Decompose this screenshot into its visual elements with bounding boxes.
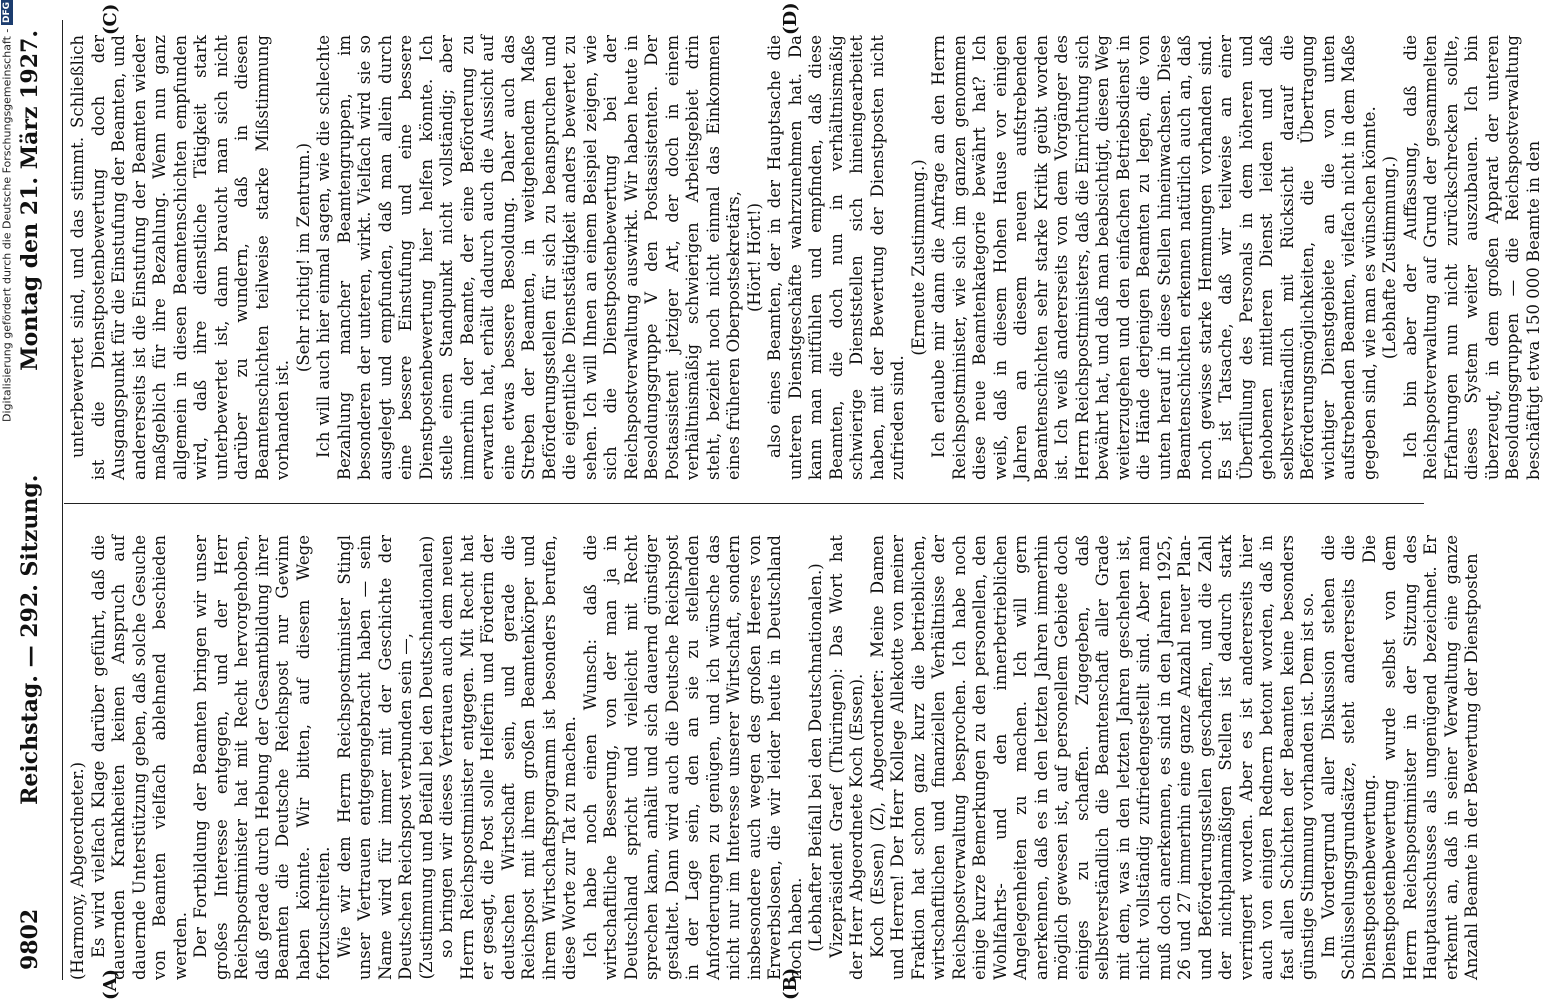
- speaker-line: (Harmony, Abgeordneter.): [68, 761, 87, 980]
- paragraph: also eines Beamten, der in der Hauptsache die unteren Dienstgeschäfte wahrzunehmen hat. Da kann man mitfühlen und empfinden, daß diese Beamten, die doch nun in verhältnismäßig schwierige Dienststellen sich hineingearbeitet haben, mit der Bewertung der Dienstposten nicht zufrieden sind.: [765, 35, 907, 480]
- header-title: Reichstag. — 292. Sitzung.: [17, 474, 43, 805]
- margin-mark-c: (C): [100, 3, 121, 35]
- paragraph: Vizepräsident Graef (Thüringen): Das Wort hat der Herr Abgeordnete Koch (Essen).: [826, 535, 866, 980]
- paragraph: Im Vordergrund aller Diskussion stehen die Schlüsselungsgrundsätze, steht andererseits die Dienstpostenbewertung. Die Dienstpostenbewertung wurde selbst von dem Herrn Reichspostminister in der Sitzung des Hauptausschusses als ungenügend bezeichnet. Er erkennt an, daß in seiner Verwaltung eine ganze Anzahl Beamte in der Bewertung der Dienstposten: [1318, 535, 1481, 980]
- paragraph: Ich will auch hier einmal sagen, wie die schlechte Bezahlung mancher Beamtengruppen, im besonderen der unteren, wirkt. Vielfach wird sie so ausgelegt und empfunden, daß man allein durch eine bessere Einstufung und eine bessere Dienstpostenbewertung hier helfen könnte. Ich stelle einen Standpunkt nicht vollständig; aber immerhin der Beamte, der eine Beförderung zu erwarten hat, erhält dadurch auch die Aussicht auf eine etwas bessere Besoldung. Daher auch das Streben der Beamten, in weitgehendem Maße Beförderungsstellen für sich zu beanspruchen und die eigentliche Dienststätigkeit anders bewertet zu sehen. Ich will Ihnen an einem Beispiel zeigen, wie sich die Dienstpostenbewertung bei der Reichspostverwaltung auswirkt. Wir haben heute in Besoldungsgruppe V den Postassistenten. Der Postassistent jetziger Art, der doch in einem verhältnismäßig schwierigen Arbeitsgebiet drin steht, bezieht noch nicht einmal das Einkommen eines früheren Oberpostsekretärs,: [314, 35, 743, 480]
- margin-mark-a: (A): [100, 969, 121, 1000]
- paragraph: unterbewertet sind, und das stimmt. Schließlich ist die Dienstpostenbewertung doch der Ausgangspunkt für die Einstufung der Beamten, und andererseits ist die Einstufung der Beamten wieder maßgeblich für ihre Bezahlung. Wenn nun ganz allgemein in diesen Beamtenschichten empfunden wird, daß ihre dienstliche Tätigkeit stark unterbewertet ist, dann braucht man sich nicht darüber zu wundern, daß in diesen Beamtenschichten teilweise starke Mißstimmung vorhanden ist.: [68, 35, 292, 480]
- paragraph: Wie wir dem Herrn Reichspostminister Stingl unser Vertrauen entgegengebracht haben — sein Name wird für immer mit der Geschichte der Deutschen Reichspost verbunden sein —,: [334, 535, 415, 980]
- interjection: (Lebhafter Beifall bei den Deutschnationalen.): [806, 563, 825, 952]
- header-date: Montag den 21. März 1927.: [17, 30, 43, 371]
- digitization-credit: [0, 0, 14, 1000]
- interjection: (Hört! Hört!): [744, 202, 764, 313]
- interjection: (Lebhafte Zustimmung.): [1380, 155, 1399, 360]
- paragraph: Der Fortbildung der Beamten bringen wir unser großes Interesse entgegen, und der Herr Reichspostminister hat mit Recht hervorgehoben, daß gerade durch Hebung der Gesamtbildung ihrer Beamten die Deutsche Reichspost nur Gewinn haben könnte. Wir bitten, auf diesem Wege fortzuschreiten.: [191, 535, 333, 980]
- paragraph: Ich bin aber der Auffassung, daß die Reichspostverwaltung auf Grund der gesammelten Erfahrungen nun nicht zurückschrecken sollte, dieses System weiter auszubauen. Ich bin überzeugt, in dem großen Apparat der unteren Besoldungsgruppen — die Reichspostverwaltung beschäftigt etwa 150 000 Beamte in den: [1400, 35, 1543, 480]
- dfg-logo: DFG: [2, 2, 12, 24]
- left-column: [68, 535, 1481, 980]
- column-divider: [64, 503, 1424, 504]
- interjection: (Zustimmung und Beifall bei den Deutschnationalen): [416, 535, 436, 980]
- header-rule: [62, 20, 63, 980]
- right-column: [68, 35, 1543, 480]
- margin-mark-b: (B): [780, 967, 801, 1000]
- paragraph: Ich habe noch einen Wunsch: daß die wirtschaftliche Besserung, von der man ja in Deutschland spricht und vielleicht mit Recht sprechen kann, anhält und sich dauernd günstiger gestaltet. Dann wird auch die Deutsche Reichspost in der Lage sein, den an sie zu stellenden Anforderungen zu genügen, und ich wünsche das nicht nur im Interesse unserer Wirtschaft, sondern insbesondere auch wegen des großen Heeres von Erwerbslosen, die wir leider heute in Deutschland noch haben.: [580, 535, 805, 980]
- paragraph: so bringen wir dieses Vertrauen auch dem neuen Herrn Reichspostminister entgegen. Mit Recht hat er gesagt, die Post solle Helferin und Förderin der deutschen Wirtschaft sein, und gerade die Reichspost mit ihrem großen Beamtenkörper und ihrem Wirtschaftsprogramm ist besonders berufen, diese Worte zur Tat zu machen.: [437, 535, 579, 980]
- interjection: (Erneute Zustimmung.): [908, 159, 928, 356]
- paragraph: Es wird vielfach Klage darüber geführt, daß die dauernden Krankheiten keinen Anspruch auf dauernde Unterstützung geben, daß solche Gesuche von Beamten vielfach ablehnend beschieden werden.: [88, 535, 190, 980]
- interjection: (Sehr richtig! im Zentrum.): [293, 142, 313, 373]
- page-number: 9802: [17, 908, 43, 970]
- paragraph: Ich erlaube mir dann die Anfrage an den Herrn Reichspostminister, wie sich im ganzen genommen diese neue Beamtenkategorie bewährt hat? Ich weiß, daß in diesem Hohen Hause vor einigen Jahren an diesem neuen aufstrebenden Beamtenschichten sehr starke Kritik geübt worden ist. Ich weiß andererseits von dem Vorgänger des Herrn Reichspostministers, daß die Einrichtung sich bewährt hat, und daß man beabsichtigt, diesen Weg weiterzugehen und den einfachen Betriebsdienst in die Hände derjenigen Beamten zu legen, die von unten herauf in diese Stellen hineinwachsen. Diese Beamtenschichten erkennen natürlich auch an, daß noch gewisse starke Hemmungen vorhanden sind. Es ist Tatsache, daß wir teilweise an einer Überfüllung des Personals in dem höheren und gehobenen mittleren Dienst leiden und daß selbstverständlich mit Rücksicht darauf die Beförderungsmöglichkeiten, die Übertragung wichtiger Dienstgebiete an die von unten aufstrebenden Beamten, vielfach nicht in dem Maße gegeben sind, wie man es wünschen könnte.: [929, 35, 1379, 480]
- margin-mark-d: (D): [780, 2, 801, 35]
- paragraph: Koch (Essen) (Z), Abgeordneter: Meine Damen und Herren! Der Herr Kollege Allekotte von meiner Fraktion hat schon ganz kurz die betrieblichen, wirtschaftlichen und finanziellen Verhältnisse der Reichspostverwaltung besprochen. Ich habe noch einige kurze Bemerkungen zu den personellen, den Wohlfahrts- und den innerbetrieblichen Angelegenheiten zu machen. Ich will gern anerkennen, daß es in den letzten Jahren immerhin möglich gewesen ist, auf personellem Gebiete doch einiges zu schaffen. Zugegeben, daß selbstverständlich die Beamtenschaft aller Grade mit dem, was in den letzten Jahren geschehen ist, nicht vollständig zufriedengestellt sind. Aber man muß doch anerkennen, es sind in den Jahren 1925, 26 und 27 immerhin eine ganze Anzahl neuer Plan- und Beförderungsstellen geschaffen, und die Zahl der nichtplanmäßigen Stellen ist dadurch stark verringert worden. Aber es ist andererseits hier auch von einigen Rednern betont worden, daß in fast allen Schichten der Beamten keine besonders günstige Stimmung vorhanden ist. Dem ist so.: [867, 535, 1317, 980]
- credit-text: Digitalisierung gefördert durch die Deutsche Forschungsgemeinschaft -: [0, 29, 14, 423]
